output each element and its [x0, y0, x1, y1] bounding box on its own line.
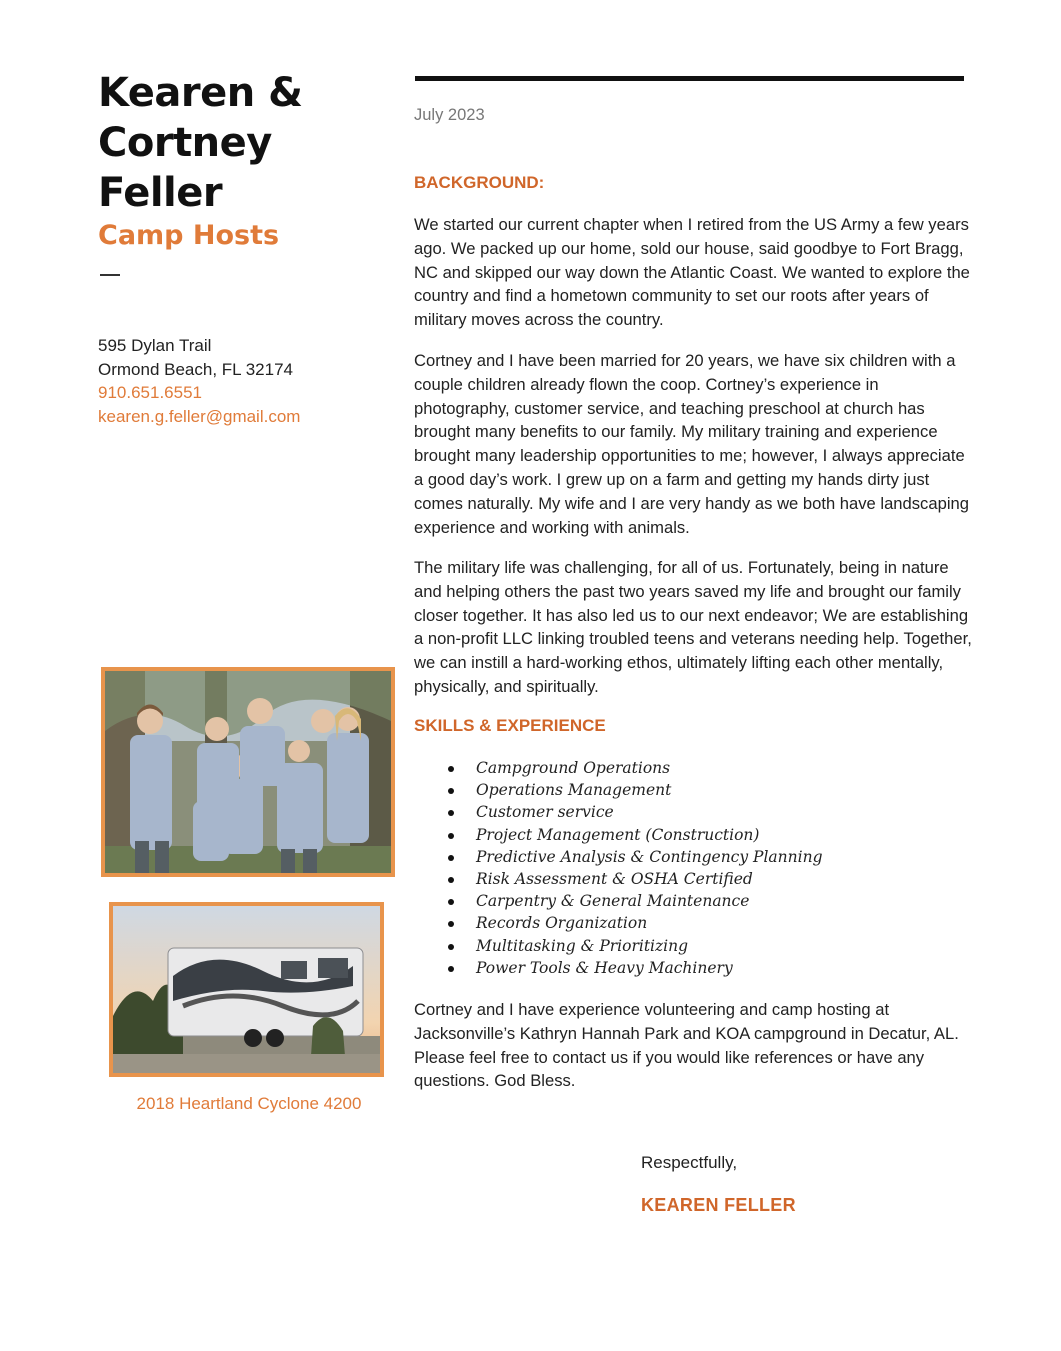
skills-list [440, 757, 823, 979]
sender-role: Camp Hosts [98, 220, 280, 251]
skill-item: Carpentry & General Maintenance [440, 890, 823, 912]
family-photo [101, 667, 395, 877]
skill-item: Project Management (Construction) [440, 824, 823, 846]
email-link[interactable]: kearen.g.feller@gmail.com [98, 406, 301, 426]
rv-caption: 2018 Heartland Cyclone 4200 [136, 1094, 362, 1113]
family-photo-image [105, 671, 391, 873]
sender-name: Kearen & Cortney Feller [98, 70, 303, 216]
background-paragraph-2: Cortney and I have been married for 20 years, we have six children with a couple children already flown the coop. Cortney’s experience in photography, customer service, and teaching preschool at church has brought many benefits to our family. My military training and experience brought many leadership opportunities to me; however, I always appreciate a good day’s work. I grew up on a farm and getting my hands dirty just comes naturally. My wife and I are very handy as we both have landscaping experience and working with animals. [414, 351, 969, 537]
skill-item: Predictive Analysis & Contingency Planning [440, 846, 823, 868]
address-line-1: 595 Dylan Trail [98, 336, 212, 355]
rv-photo-image [113, 906, 380, 1073]
skills-heading: SKILLS & EXPERIENCE [414, 716, 606, 735]
skill-item: Power Tools & Heavy Machinery [440, 957, 823, 979]
background-heading: BACKGROUND: [414, 173, 545, 192]
phone-link[interactable]: 910.651.6551 [98, 383, 202, 402]
skill-item: Records Organization [440, 912, 823, 934]
header-rule [415, 76, 964, 81]
skill-item: Campground Operations [440, 757, 823, 779]
divider-dash [100, 274, 120, 276]
rv-photo [109, 902, 384, 1077]
address-line-2: Ormond Beach, FL 32174 [98, 359, 293, 379]
background-paragraph-1: We started our current chapter when I retired from the US Army a few years ago. We packed up our home, sold our house, said goodbye to Fort Bragg, NC and skipped our way down the Atlantic Coast. We wanted to explore the country and find a hometown community to set our roots after years of military moves across the country. [414, 215, 970, 330]
letter-date: July 2023 [414, 106, 485, 124]
skill-item: Customer service [440, 801, 823, 823]
closing-paragraph: Cortney and I have experience volunteering and camp hosting at Jacksonville’s Kathryn Hannah Park and KOA campground in Decatur, AL. Please feel free to contact us if you would like references or have any questions. God Bless. [414, 1000, 959, 1091]
skill-item: Risk Assessment & OSHA Certified [440, 868, 823, 890]
contact-block [98, 334, 300, 428]
skill-item: Operations Management [440, 779, 823, 801]
skill-item: Multitasking & Prioritizing [440, 935, 823, 957]
signature-name: KEAREN FELLER [641, 1195, 796, 1215]
closing-salutation: Respectfully, [641, 1153, 738, 1172]
background-paragraph-3: The military life was challenging, for all of us. Fortunately, being in nature and helping others the past two years saved my life and brought our family closer together. It has also led us to our next endeavor; We are establishing a non-profit LLC linking troubled teens and veterans needing help. Together, we can instill a hard-working ethos, ultimately lifting each other mentally, physically, and spiritually. [414, 558, 972, 696]
